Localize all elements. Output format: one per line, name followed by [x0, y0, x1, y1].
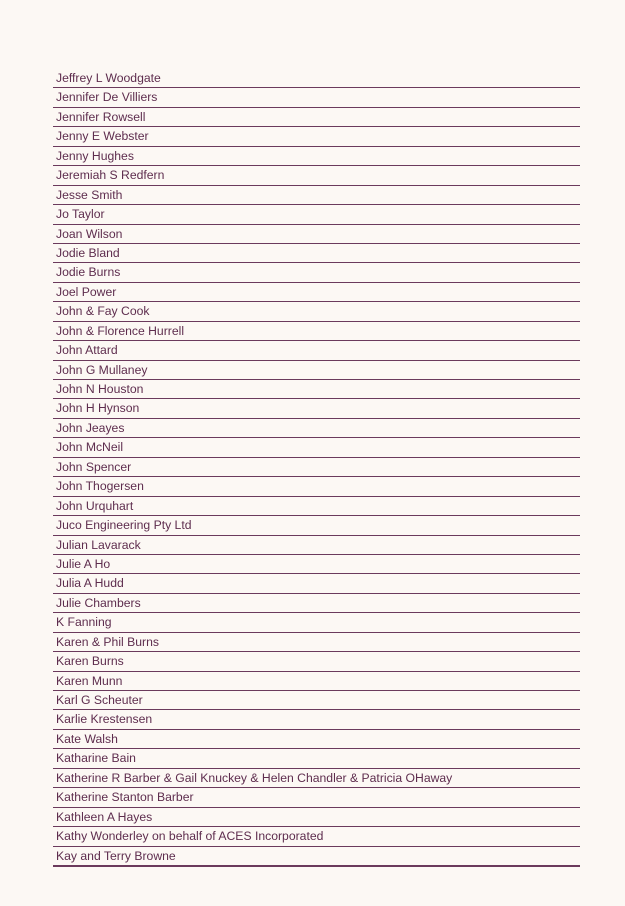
list-item: Katherine R Barber & Gail Knuckey & Helen Chandler & Patricia OHaway [53, 769, 580, 788]
list-item: Julie Chambers [53, 594, 580, 613]
list-item: Karlie Krestensen [53, 710, 580, 729]
list-item: John H Hynson [53, 399, 580, 418]
list-item: Jennifer Rowsell [53, 108, 580, 127]
list-item: Karen Burns [53, 652, 580, 671]
list-item: Jeremiah S Redfern [53, 166, 580, 185]
list-item: John McNeil [53, 438, 580, 457]
list-item: Jodie Bland [53, 244, 580, 263]
list-item: Karen Munn [53, 672, 580, 691]
list-item: Kathleen A Hayes [53, 808, 580, 827]
list-item: John Urquhart [53, 497, 580, 516]
list-item: Karl G Scheuter [53, 691, 580, 710]
list-item: Juco Engineering Pty Ltd [53, 516, 580, 535]
list-item: Kay and Terry Browne [53, 847, 580, 867]
list-item: Jeffrey L Woodgate [53, 69, 580, 88]
list-item: John N Houston [53, 380, 580, 399]
list-item: Julia A Hudd [53, 574, 580, 593]
list-item: Karen & Phil Burns [53, 633, 580, 652]
list-item: John & Florence Hurrell [53, 322, 580, 341]
list-item: Kathy Wonderley on behalf of ACES Incorporated [53, 827, 580, 846]
list-item: Jenny E Webster [53, 127, 580, 146]
list-item: Joel Power [53, 283, 580, 302]
list-item: Jennifer De Villiers [53, 88, 580, 107]
list-item: Joan Wilson [53, 225, 580, 244]
list-item: Jodie Burns [53, 263, 580, 282]
list-item: Jesse Smith [53, 186, 580, 205]
list-item: K Fanning [53, 613, 580, 632]
list-item: Jo Taylor [53, 205, 580, 224]
list-item: Kate Walsh [53, 730, 580, 749]
name-list [53, 69, 580, 867]
list-item: John Thogersen [53, 477, 580, 496]
list-item: Julian Lavarack [53, 536, 580, 555]
list-item: John Spencer [53, 458, 580, 477]
list-item: John G Mullaney [53, 361, 580, 380]
list-item: John Attard [53, 341, 580, 360]
list-item: John Jeayes [53, 419, 580, 438]
list-item: Julie A Ho [53, 555, 580, 574]
list-item: John & Fay Cook [53, 302, 580, 321]
list-item: Katharine Bain [53, 749, 580, 768]
list-item: Jenny Hughes [53, 147, 580, 166]
list-item: Katherine Stanton Barber [53, 788, 580, 807]
